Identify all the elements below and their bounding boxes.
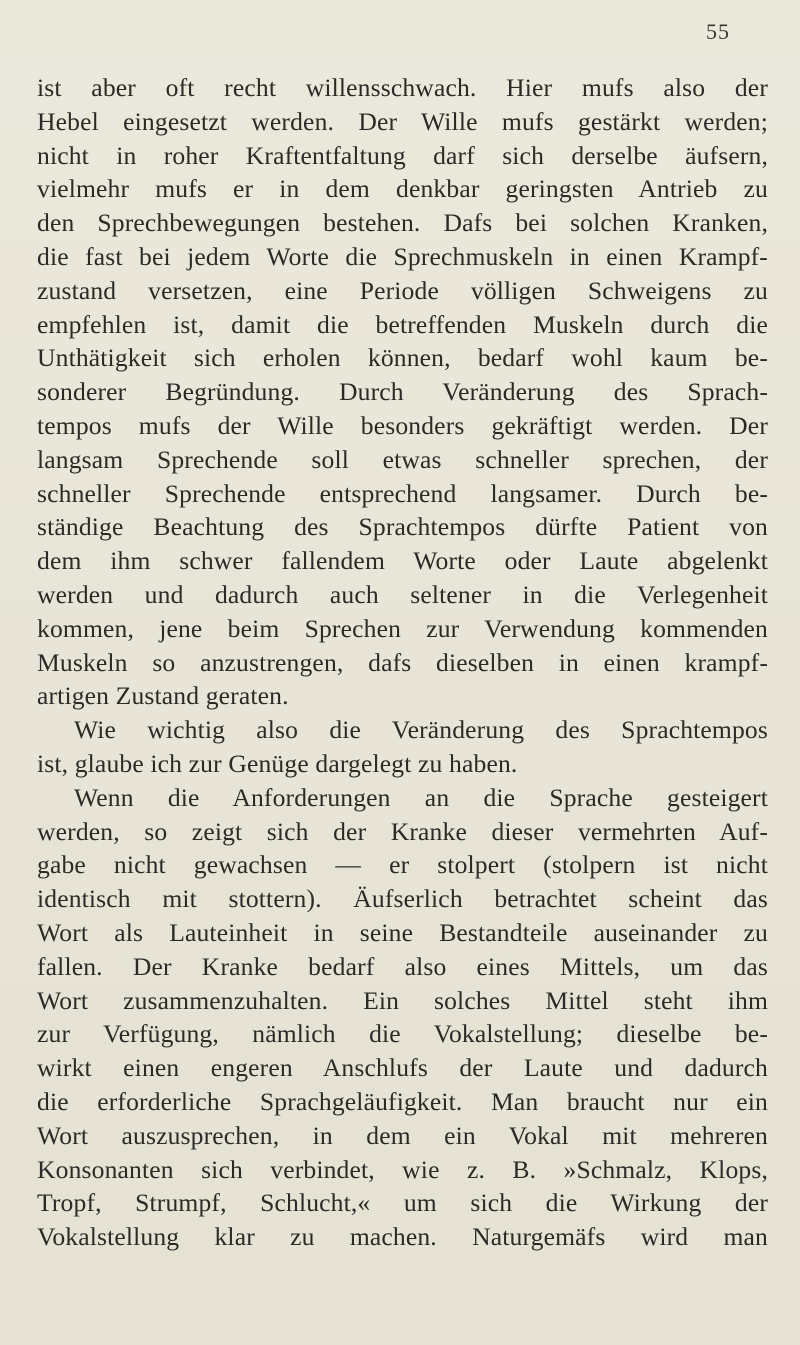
text-line: fallen. Der Kranke bedarf also eines Mittels, um das — [37, 951, 768, 981]
text-line: Wenn die Anforderungen an die Sprache gesteigert — [74, 782, 768, 812]
text-line: vielmehr mufs er in dem denkbar geringsten Antrieb zu — [37, 174, 768, 204]
text-line: Tropf, Strumpf, Schlucht,« um sich die Wirkung der — [37, 1188, 768, 1218]
text-line: Konsonanten sich verbindet, wie z. B. »Schmalz, Klops, — [37, 1154, 768, 1184]
text-line: Wort als Lauteinheit in seine Bestandteile auseinander zu — [37, 917, 768, 947]
text-line: Hebel eingesetzt werden. Der Wille mufs gestärkt werden; — [37, 106, 768, 136]
text-line: zur Verfügung, nämlich die Vokalstellung; dieselbe be- — [37, 1019, 768, 1049]
text-line: den Sprechbewegungen bestehen. Dafs bei solchen Kranken, — [37, 208, 768, 238]
text-line: langsam Sprechende soll etwas schneller sprechen, der — [37, 444, 768, 474]
body-text — [37, 71, 768, 1254]
page-number: 55 — [706, 19, 730, 44]
text-line: schneller Sprechende entsprechend langsamer. Durch be- — [37, 478, 768, 508]
text-line: werden, so zeigt sich der Kranke dieser vermehrten Auf- — [37, 816, 768, 846]
text-line: ist aber oft recht willensschwach. Hier mufs also der — [37, 73, 768, 102]
text-line: Unthätigkeit sich erholen können, bedarf wohl kaum be- — [37, 343, 768, 373]
text-line: empfehlen ist, damit die betreffenden Muskeln durch die — [37, 309, 768, 339]
text-line: ist, glaube ich zur Genüge dargelegt zu haben. — [37, 748, 518, 778]
text-line: die erforderliche Sprachgeläufigkeit. Man braucht nur ein — [37, 1086, 768, 1116]
text-line: Wort auszusprechen, in dem ein Vokal mit mehreren — [37, 1120, 768, 1150]
text-line: Wie wichtig also die Veränderung des Sprachtempos — [74, 715, 768, 745]
text-line: nicht in roher Kraftentfaltung darf sich derselbe äufsern, — [37, 140, 768, 170]
text-line: werden und dadurch auch seltener in die Verlegenheit — [37, 579, 768, 609]
text-line: Wort zusammenzuhalten. Ein solches Mittel steht ihm — [37, 985, 768, 1015]
text-line: ständige Beachtung des Sprachtempos dürfte Patient von — [37, 512, 768, 542]
text-line: Muskeln so anzustrengen, dafs dieselben in einen krampf- — [37, 647, 768, 677]
text-line: zustand versetzen, eine Periode völligen Schweigens zu — [37, 275, 768, 305]
text-line: artigen Zustand geraten. — [37, 681, 289, 711]
text-line: tempos mufs der Wille besonders gekräftigt werden. Der — [37, 410, 768, 440]
text-line: identisch mit stottern). Äufserlich betrachtet scheint das — [37, 884, 768, 914]
text-line: sonderer Begründung. Durch Veränderung des Sprach- — [37, 377, 768, 407]
text-line: kommen, jene beim Sprechen zur Verwendung kommenden — [37, 613, 768, 643]
text-line: gabe nicht gewachsen — er stolpert (stolpern ist nicht — [37, 850, 768, 880]
text-line: dem ihm schwer fallendem Worte oder Laute abgelenkt — [37, 546, 768, 576]
text-line: die fast bei jedem Worte die Sprechmuskeln in einen Krampf- — [37, 241, 768, 271]
text-line: wirkt einen engeren Anschlufs der Laute und dadurch — [37, 1053, 768, 1083]
text-line: Vokalstellung klar zu machen. Naturgemäfs wird man — [37, 1222, 768, 1252]
